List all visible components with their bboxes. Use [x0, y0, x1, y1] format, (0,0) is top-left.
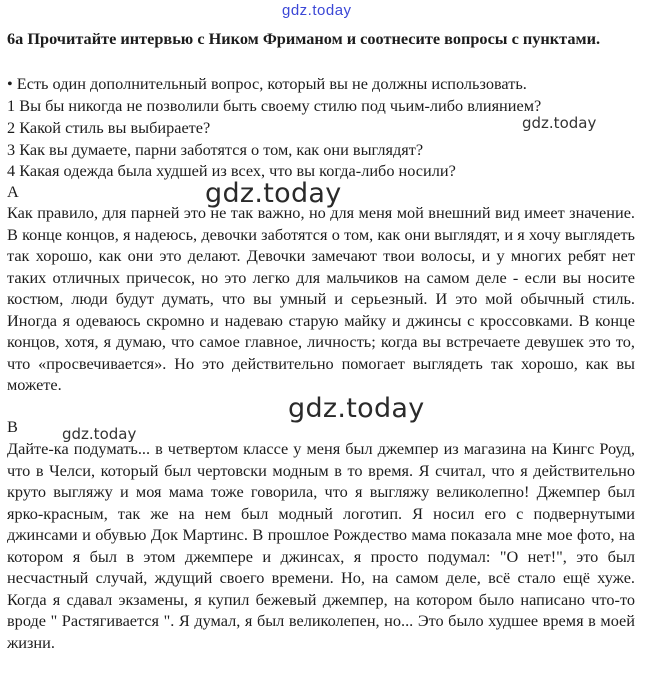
question-4: 4 Какая одежда была худшей из всех, что вы когда-либо носили?	[7, 161, 456, 180]
section-b-text: Дайте-ка подумать... в четвертом классе у меня был джемпер из магазина на Кингс Роуд, что в Челси, который был чертовски модным в то время. Я считал, что я действительно круто выгляжу и моя мама тоже говорила, что я выгляжу великолепно! Джемпер был ярко-красным, так же на нем был модный логотип. Я носил его с подвернутыми джинсами и обувью Док Мартинс. В прошлое Рождество мама показала мне мое фото, на котором я был в этом джемпере и джинсах, я просто подумал: "О нет!", это был несчастный случай, ждущий своего времени. Но, на самом деле, всё стало ещё хуже. Когда я сдавал экзамены, я купил бежевый джемпер, на котором было написано что-то вроде " Растягивается ". Я думал, я был великолепен, но... Это было худшее время в моей жизни.	[7, 439, 635, 652]
watermark-top: gdz.today	[282, 2, 352, 19]
task-title: 6a Прочитайте интервью с Ником Фриманом и соотнесите вопросы с пунктами.	[7, 29, 601, 48]
section-a-label: A	[7, 182, 19, 201]
section-b-label: B	[7, 417, 18, 436]
question-3: 3 Как вы думаете, парни заботятся о том, как они выглядят?	[7, 140, 424, 159]
watermark-middle: gdz.today	[205, 178, 342, 209]
task-note: • Есть один дополнительный вопрос, который вы не должны использовать.	[7, 74, 527, 93]
watermark-left: gdz.today	[62, 425, 137, 443]
watermark-lower: gdz.today	[288, 393, 425, 424]
section-a-text: Как правило, для парней это не так важно, но для меня мой внешний вид имеет значение. В конце концов, я надеюсь, девочки заботятся о том, как они выглядят, и я хочу выглядеть так хорошо, как они это делают. Девочки замечают твои волосы, и у многих ребят нет таких отличных причесок, но это легко для мальчиков на самом деле - если вы носите костюм, люди будут думать, что вы умный и серьезный. И это мой обычный стиль. Иногда я одеваюсь скромно и надеваю старую майку и джинсы с кроссовками. В конце концов, хотя, я думаю, что самое главное, личность; когда вы встречаете девушек это то, что «просвечивается». Но это действительно помогает выглядеть так хорошо, как вы можете.	[7, 203, 635, 394]
watermark-right: gdz.today	[522, 114, 597, 132]
question-1: 1 Вы бы никогда не позволили быть своему стилю под чьим-либо влиянием?	[7, 96, 542, 115]
question-2: 2 Какой стиль вы выбираете?	[7, 118, 211, 137]
